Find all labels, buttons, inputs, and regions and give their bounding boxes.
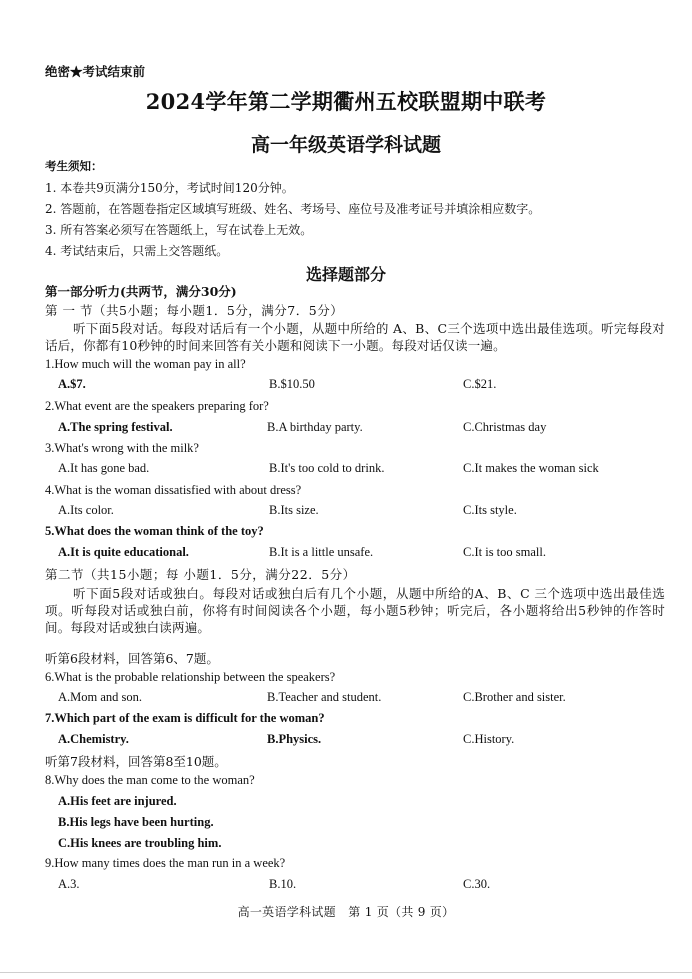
option-a: A.His feet are injured. [58,794,177,808]
option-c: C.Its style. [463,503,517,517]
option-b: B.A birthday party. [267,420,363,434]
question: 2.What event are the speakers preparing for? [45,399,269,413]
notice-item: 4. 考试结束后，只需上交答题纸。 [45,244,229,258]
question: 7.Which part of the exam is difficult for the woman? [45,711,325,725]
question: 5.What does the woman think of the toy? [45,524,264,538]
option-b: B.Teacher and student. [267,690,382,704]
option-b: B.Physics. [267,732,322,746]
option-b: B.It is a little unsafe. [269,545,374,559]
option-c: C.$21. [463,377,497,391]
question: 9.How many times does the man run in a week? [45,856,286,870]
option-c: C.Brother and sister. [463,690,566,704]
part-heading: 第一部分听力(共两节，满分30分) [45,284,237,299]
option-c: C.It is too small. [463,545,546,559]
material-lead: 听第6段材料，回答第6、7题。 [45,651,219,666]
option-a: A.Mom and son. [58,690,143,704]
instruction-paragraph: 听下面5段对话或独白。每段对话或独白后有几个小题，从题中所给的A、B、C 三个选项中选出最佳选项。听每段对话或独白前，你将有时间阅读各个小题，每小题5秒钟；听完后，各小题将给出5秒钟的作答时间。每段对话或独白读两遍。 [45,586,665,635]
sub-section-heading: 第 一 节（共5小题；每小题1．5分，满分7．5分） [45,303,344,318]
option-a: A.It is quite educational. [58,545,189,559]
question: 1.How much will the woman pay in all? [45,357,246,371]
option-a: A.Chemistry. [58,732,129,746]
instruction-paragraph: 听下面5段对话。每段对话后有一个小题，从题中所给的 A、B、C三个选项中选出最佳选项。听完每段对话后，你都有10秒钟的时间来回答有关小题和阅读下一小题。每段对话仅读一遍。 [45,321,665,353]
option-b: B.His legs have been hurting. [58,815,214,829]
option-a: A.It has gone bad. [58,461,150,475]
section-title: 选择题部分 [305,265,386,284]
notice-label: 考生须知： [45,159,103,173]
sub-section-heading: 第二节（共15小题；每 小题1．5分，满分22．5分） [45,567,356,582]
page-footer: 高一英语学科试题 第 1 页（共 9 页） [237,905,455,919]
option-c: C.It makes the woman sick [463,461,599,475]
option-c: C.30. [463,877,491,891]
option-a: A.The spring festival. [58,420,173,434]
option-a: A.$7. [58,377,86,391]
option-a: A.Its color. [58,503,114,517]
question: 6.What is the probable relationship between the speakers? [45,670,336,684]
notice-item: 1. 本卷共9页满分150分，考试时间120分钟。 [45,181,294,195]
exam-subtitle: 高一年级英语学科试题 [250,134,441,156]
page-edge-divider [0,972,692,973]
material-lead: 听第7段材料，回答第8至10题。 [45,754,227,769]
option-a: A.3. [58,877,80,891]
exam-title: 2024学年第二学期衢州五校联盟期中联考 [145,89,547,114]
option-b: B.$10.50 [269,377,315,391]
question: 3.What's wrong with the milk? [45,441,199,455]
option-c: C.His knees are troubling him. [58,836,222,850]
option-b: B.It's too cold to drink. [269,461,385,475]
notice-item: 2. 答题前，在答题卷指定区域填写班级、姓名、考场号、座位号及准考证号并填涂相应数字。 [45,202,541,216]
option-b: B.10. [269,877,297,891]
notice-item: 3. 所有答案必须写在答题纸上，写在试卷上无效。 [45,223,313,237]
option-c: C.History. [463,732,515,746]
option-c: C.Christmas day [463,420,547,434]
confidential-mark: 绝密★考试结束前 [45,64,146,79]
option-b: B.Its size. [269,503,319,517]
question: 4.What is the woman dissatisfied with about dress? [45,483,302,497]
question: 8.Why does the man come to the woman? [45,773,255,787]
